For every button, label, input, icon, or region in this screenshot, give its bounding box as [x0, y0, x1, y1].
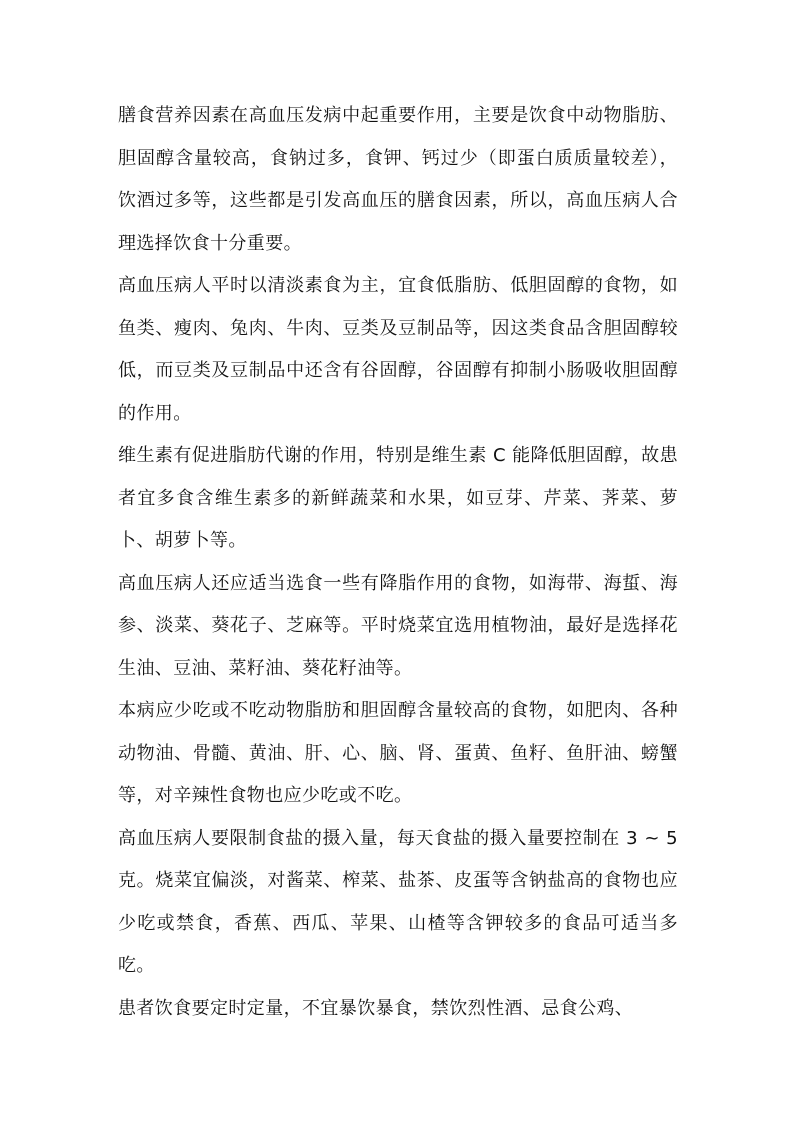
paragraph-low-fat-foods: 高血压病人平时以清淡素食为主，宜食低脂肪、低胆固醇的食物，如鱼类、瘦肉、兔肉、牛肉、豆类及豆制品等，因这类食品含胆固醇较低，而豆类及豆制品中还含有谷固醇，谷固醇有抑制小肠吸收胆固醇的作用。 [118, 275, 678, 424]
paragraph-salt-limit: 高血压病人要限制食盐的摄入量，每天食盐的摄入量要控制在 3 ~ 5 克。烧菜宜偏淡，对酱菜、榨菜、盐茶、皮蛋等含钠盐高的食物也应少吃或禁食，香蕉、西瓜、苹果、山楂等含钾较多的食品可适当多吃。 [118, 827, 678, 976]
paragraph-foods-to-avoid: 本病应少吃或不吃动物脂肪和胆固醇含量较高的食物，如肥肉、各种动物油、骨髓、黄油、肝、心、脑、肾、蛋黄、鱼籽、鱼肝油、螃蟹等，对辛辣性食物也应少吃或不吃。 [118, 700, 678, 806]
paragraph-lipid-lowering-foods: 高血压病人还应适当选食一些有降脂作用的食物，如海带、海蜇、海参、淡菜、葵花子、芝麻等。平时烧菜宜选用植物油，最好是选择花生油、豆油、菜籽油、葵花籽油等。 [118, 572, 678, 679]
paragraph-eating-habits: 患者饮食要定时定量，不宜暴饮暴食，禁饮烈性酒、忌食公鸡、 [118, 997, 634, 1019]
document-page [118, 95, 678, 1030]
paragraph-vitamins: 维生素有促进脂肪代谢的作用，特别是维生素 C 能降低胆固醇，故患者宜多食含维生素多的新鲜蔬菜和水果，如豆芽、芹菜、荠菜、萝卜、胡萝卜等。 [118, 445, 678, 551]
paragraph-diet-factors: 膳食营养因素在高血压发病中起重要作用，主要是饮食中动物脂肪、胆固醇含量较高，食钠过多，食钾、钙过少（即蛋白质质量较差），饮酒过多等，这些都是引发高血压的膳食因素，所以，高血压病人合理选择饮食十分重要。 [118, 105, 678, 254]
